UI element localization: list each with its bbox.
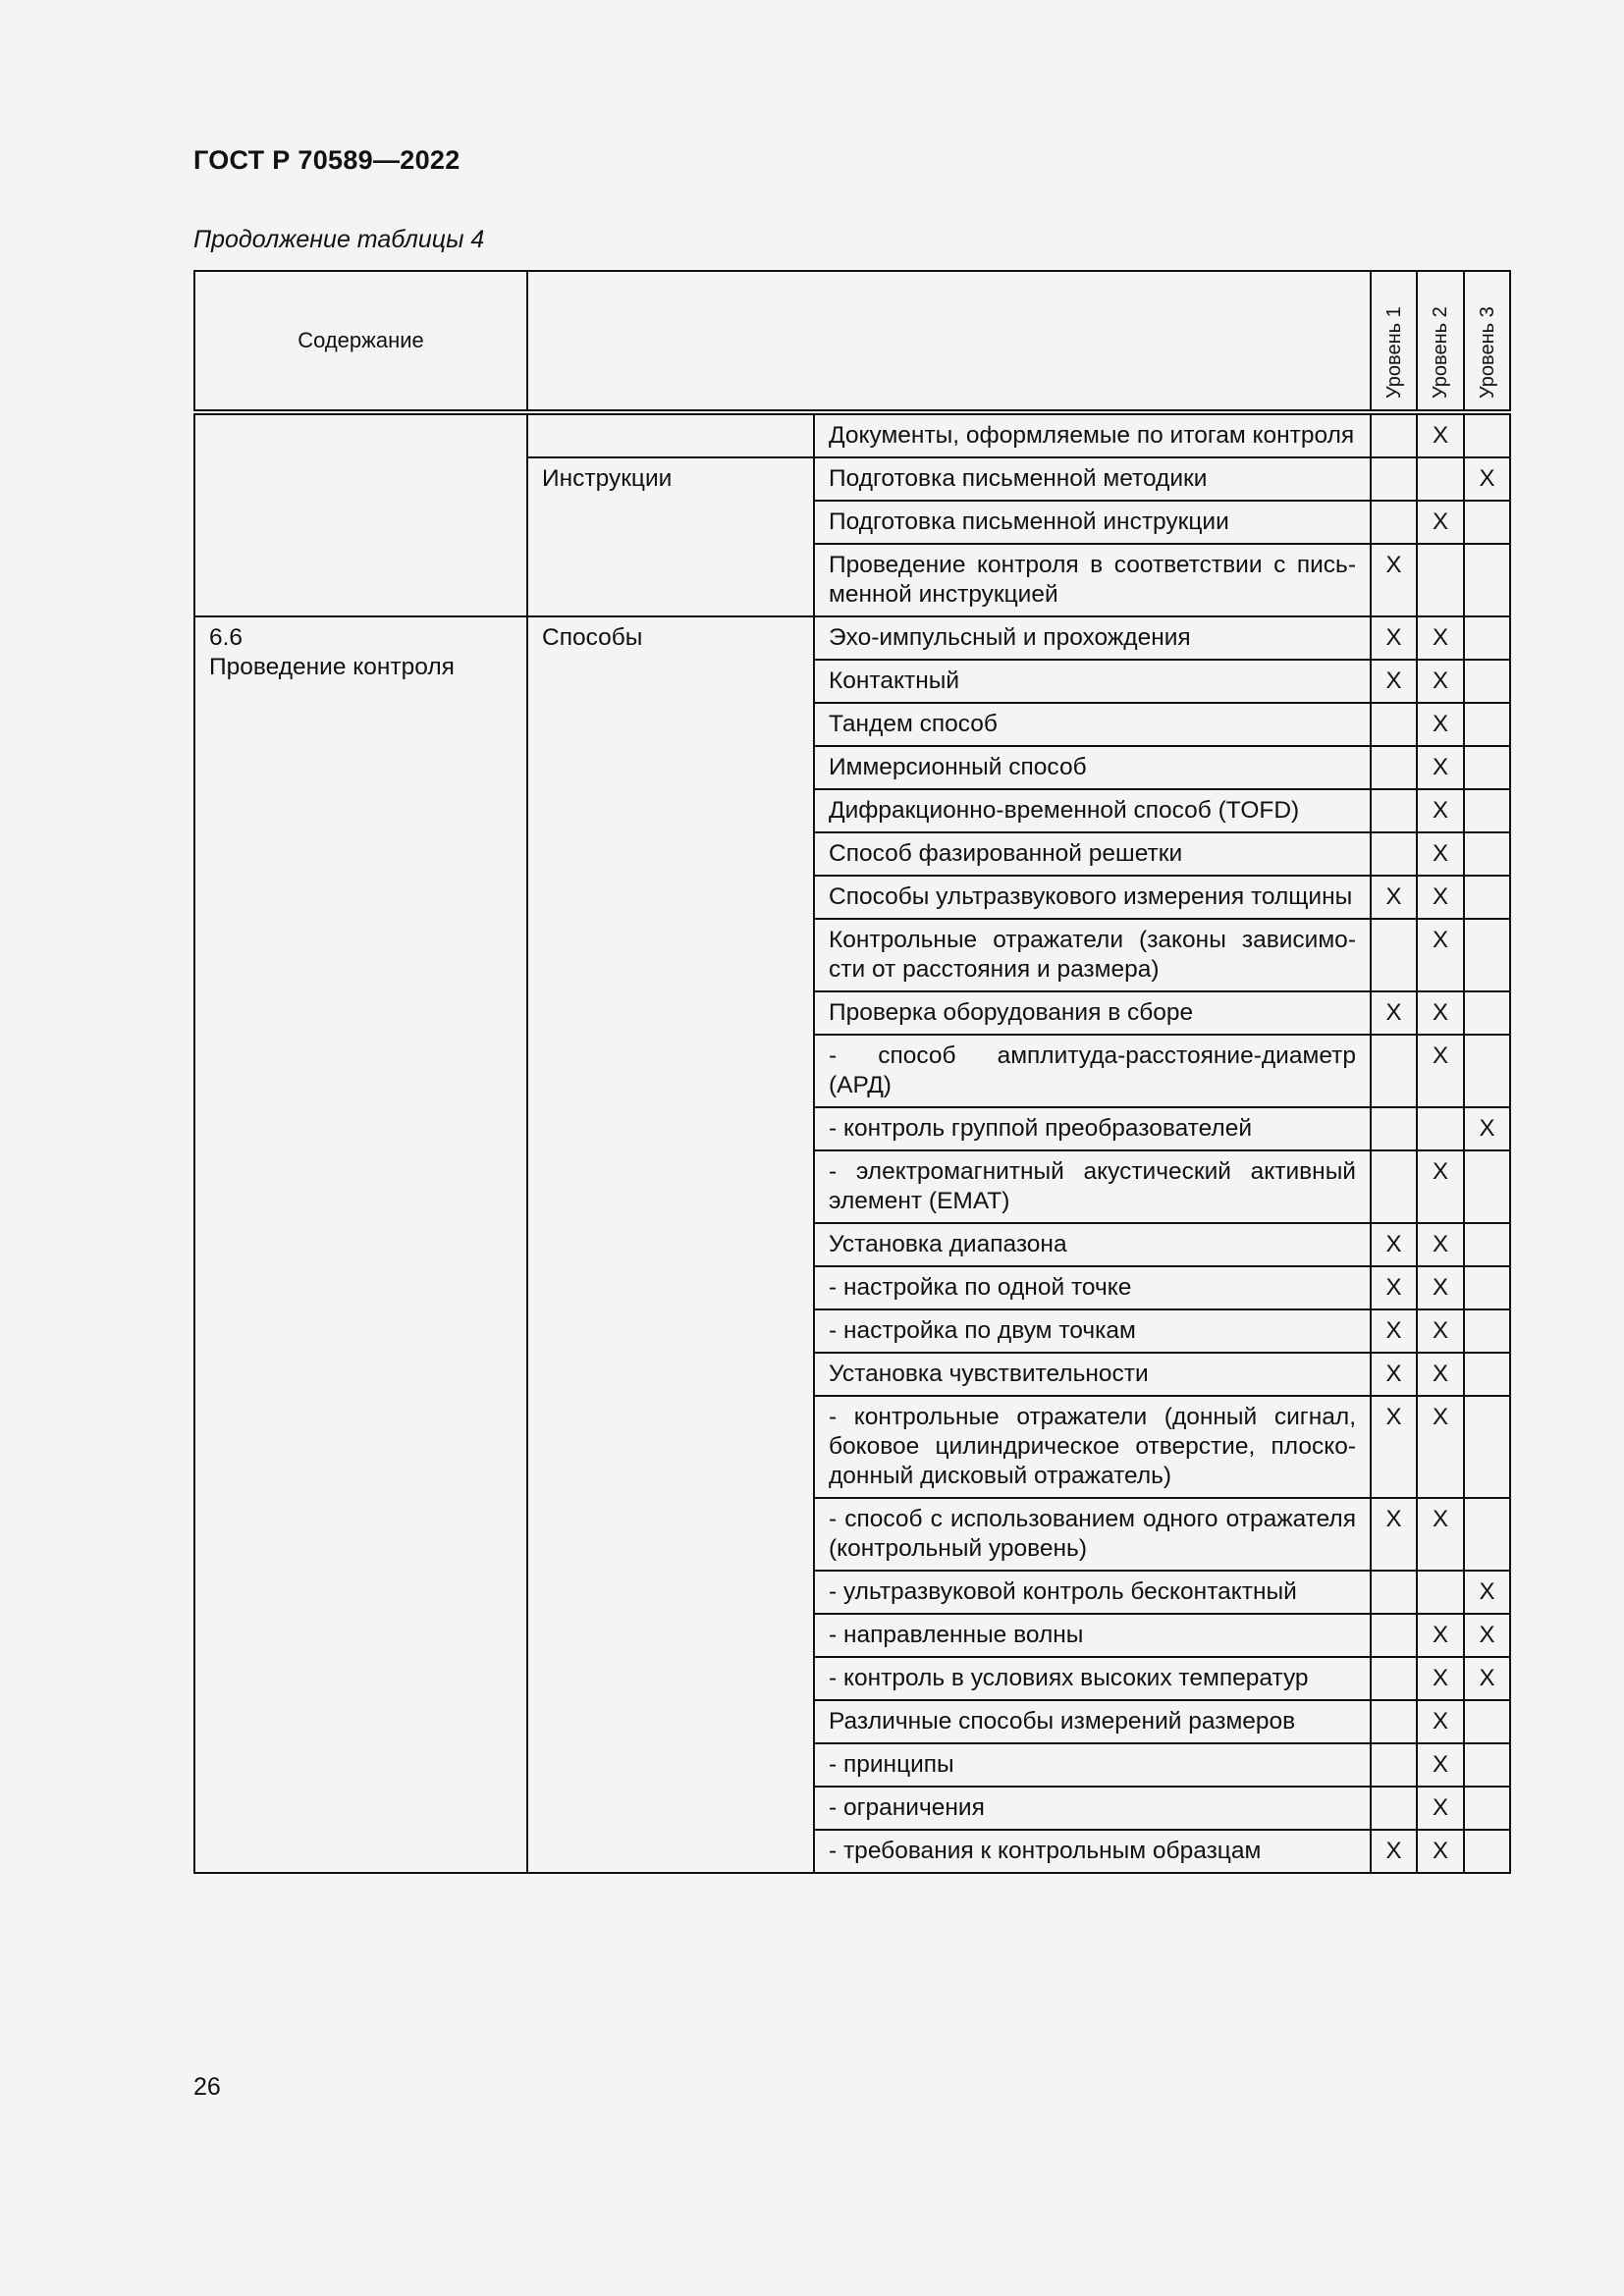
subgroup-cell — [527, 412, 814, 457]
table-row — [194, 412, 1510, 457]
level-2-mark: X — [1417, 1498, 1464, 1571]
item-text: Установка чувствительности — [814, 1353, 1371, 1396]
item-text: Проверка оборудования в сборе — [814, 991, 1371, 1035]
table-row — [194, 616, 1510, 660]
level-1-mark — [1371, 1614, 1417, 1657]
level-3-mark — [1464, 1498, 1510, 1571]
level-2-mark — [1417, 1571, 1464, 1614]
table-header-row — [194, 271, 1510, 412]
header-content: Содержание — [194, 271, 527, 412]
level-3-mark — [1464, 703, 1510, 746]
header-level-3: Уровень 3 — [1464, 271, 1510, 412]
section-cell — [194, 616, 527, 1873]
level-2-mark — [1417, 1107, 1464, 1150]
level-2-mark: X — [1417, 412, 1464, 457]
level-3-mark — [1464, 876, 1510, 919]
level-2-mark: X — [1417, 1353, 1464, 1396]
page-number: 26 — [193, 2073, 221, 2101]
level-1-mark — [1371, 919, 1417, 991]
level-2-mark: X — [1417, 660, 1464, 703]
item-text: - способ амплитуда-расстояние-диаметр (АРД) — [814, 1035, 1371, 1107]
level-1-mark: X — [1371, 660, 1417, 703]
item-text: Способы ультразвукового измерения толщины — [814, 876, 1371, 919]
level-3-mark: X — [1464, 1571, 1510, 1614]
level-1-mark: X — [1371, 544, 1417, 616]
item-text: Эхо-импульсный и прохождения — [814, 616, 1371, 660]
item-text: - настройка по одной точке — [814, 1266, 1371, 1309]
section-number: 6.6 — [209, 624, 244, 651]
item-text: - настройка по двум точкам — [814, 1309, 1371, 1353]
level-3-mark — [1464, 412, 1510, 457]
level-2-mark: X — [1417, 1396, 1464, 1498]
level-1-mark: X — [1371, 1223, 1417, 1266]
item-text: - направленные волны — [814, 1614, 1371, 1657]
level-1-mark: X — [1371, 1266, 1417, 1309]
level-2-mark: X — [1417, 1830, 1464, 1873]
level-3-mark — [1464, 1830, 1510, 1873]
level-1-mark — [1371, 1743, 1417, 1787]
level-2-mark — [1417, 544, 1464, 616]
item-text: Тандем способ — [814, 703, 1371, 746]
level-2-mark: X — [1417, 876, 1464, 919]
section-cell — [194, 412, 527, 616]
level-1-mark — [1371, 1107, 1417, 1150]
level-2-mark: X — [1417, 789, 1464, 832]
content-table — [193, 270, 1511, 1874]
item-text: - ультразвуковой контроль бесконтактный — [814, 1571, 1371, 1614]
header-blank — [527, 271, 1371, 412]
level-1-mark — [1371, 457, 1417, 501]
level-3-mark — [1464, 1396, 1510, 1498]
level-3-mark: X — [1464, 1614, 1510, 1657]
item-text: Различные способы измерений размеров — [814, 1700, 1371, 1743]
header-level-1: Уровень 1 — [1371, 271, 1417, 412]
level-3-mark: X — [1464, 1107, 1510, 1150]
level-2-mark: X — [1417, 1700, 1464, 1743]
level-2-mark: X — [1417, 1309, 1464, 1353]
item-text: Способ фазированной решетки — [814, 832, 1371, 876]
level-1-mark — [1371, 832, 1417, 876]
item-text: Дифракционно-временной способ (TOFD) — [814, 789, 1371, 832]
level-1-mark: X — [1371, 1498, 1417, 1571]
item-text: - контрольные отражатели (донный сигнал, боковое цилиндрическое отверстие, плоскодонный дисковый отражатель) — [814, 1396, 1371, 1498]
level-3-mark — [1464, 616, 1510, 660]
section-title: Проведение контроля — [209, 654, 455, 680]
level-2-mark: X — [1417, 919, 1464, 991]
level-3-mark — [1464, 660, 1510, 703]
level-2-mark: X — [1417, 616, 1464, 660]
level-3-mark: X — [1464, 457, 1510, 501]
item-text: Документы, оформляемые по итогам контроля — [814, 412, 1371, 457]
item-text: - контроль группой преобразователей — [814, 1107, 1371, 1150]
level-2-mark: X — [1417, 1743, 1464, 1787]
level-3-mark: X — [1464, 1657, 1510, 1700]
item-text: Контрольные отражатели (законы зависимости от расстояния и размера) — [814, 919, 1371, 991]
level-3-mark — [1464, 1266, 1510, 1309]
level-3-mark — [1464, 832, 1510, 876]
level-2-mark: X — [1417, 703, 1464, 746]
level-2-mark: X — [1417, 1614, 1464, 1657]
level-1-mark: X — [1371, 1396, 1417, 1498]
level-3-mark — [1464, 919, 1510, 991]
level-3-mark — [1464, 1223, 1510, 1266]
level-3-mark — [1464, 1035, 1510, 1107]
item-text: - контроль в условиях высоких температур — [814, 1657, 1371, 1700]
level-3-mark — [1464, 501, 1510, 544]
level-3-mark — [1464, 544, 1510, 616]
level-1-mark: X — [1371, 1309, 1417, 1353]
item-text: Подготовка письменной методики — [814, 457, 1371, 501]
item-text: - способ с использованием одного отражателя (контрольный уровень) — [814, 1498, 1371, 1571]
level-1-mark — [1371, 703, 1417, 746]
item-text: - требования к контрольным образцам — [814, 1830, 1371, 1873]
level-2-mark — [1417, 457, 1464, 501]
level-2-mark: X — [1417, 1787, 1464, 1830]
level-3-mark — [1464, 1353, 1510, 1396]
document-code: ГОСТ Р 70589—2022 — [193, 145, 460, 175]
header-level-2: Уровень 2 — [1417, 271, 1464, 412]
level-1-mark — [1371, 1787, 1417, 1830]
item-text: Установка диапазона — [814, 1223, 1371, 1266]
item-text: - ограничения — [814, 1787, 1371, 1830]
level-3-mark — [1464, 789, 1510, 832]
level-1-mark — [1371, 1571, 1417, 1614]
level-1-mark: X — [1371, 616, 1417, 660]
item-text: Иммерсионный способ — [814, 746, 1371, 789]
level-2-mark: X — [1417, 1657, 1464, 1700]
level-1-mark: X — [1371, 1830, 1417, 1873]
level-2-mark: X — [1417, 746, 1464, 789]
level-3-mark — [1464, 1309, 1510, 1353]
level-2-mark: X — [1417, 1266, 1464, 1309]
level-1-mark: X — [1371, 1353, 1417, 1396]
item-text: Проведение контроля в соответствии с письменной инструкцией — [814, 544, 1371, 616]
level-1-mark — [1371, 412, 1417, 457]
level-2-mark: X — [1417, 991, 1464, 1035]
level-2-mark: X — [1417, 1223, 1464, 1266]
table-caption: Продолжение таблицы 4 — [193, 226, 485, 253]
level-3-mark — [1464, 1743, 1510, 1787]
item-text: - принципы — [814, 1743, 1371, 1787]
level-1-mark — [1371, 746, 1417, 789]
level-1-mark — [1371, 1035, 1417, 1107]
level-2-mark: X — [1417, 501, 1464, 544]
level-3-mark — [1464, 1700, 1510, 1743]
level-1-mark — [1371, 1700, 1417, 1743]
item-text: Контактный — [814, 660, 1371, 703]
level-3-mark — [1464, 1150, 1510, 1223]
level-1-mark — [1371, 501, 1417, 544]
level-3-mark — [1464, 746, 1510, 789]
level-1-mark: X — [1371, 876, 1417, 919]
level-1-mark — [1371, 789, 1417, 832]
level-2-mark: X — [1417, 1150, 1464, 1223]
level-3-mark — [1464, 1787, 1510, 1830]
level-1-mark — [1371, 1150, 1417, 1223]
level-2-mark: X — [1417, 1035, 1464, 1107]
item-text: Подготовка письменной инструкции — [814, 501, 1371, 544]
level-1-mark — [1371, 1657, 1417, 1700]
subgroup-cell: Инструкции — [527, 457, 814, 616]
subgroup-cell: Способы — [527, 616, 814, 1873]
item-text: - электромагнитный акустический активный элемент (ЕМАТ) — [814, 1150, 1371, 1223]
level-3-mark — [1464, 991, 1510, 1035]
level-2-mark: X — [1417, 832, 1464, 876]
level-1-mark: X — [1371, 991, 1417, 1035]
